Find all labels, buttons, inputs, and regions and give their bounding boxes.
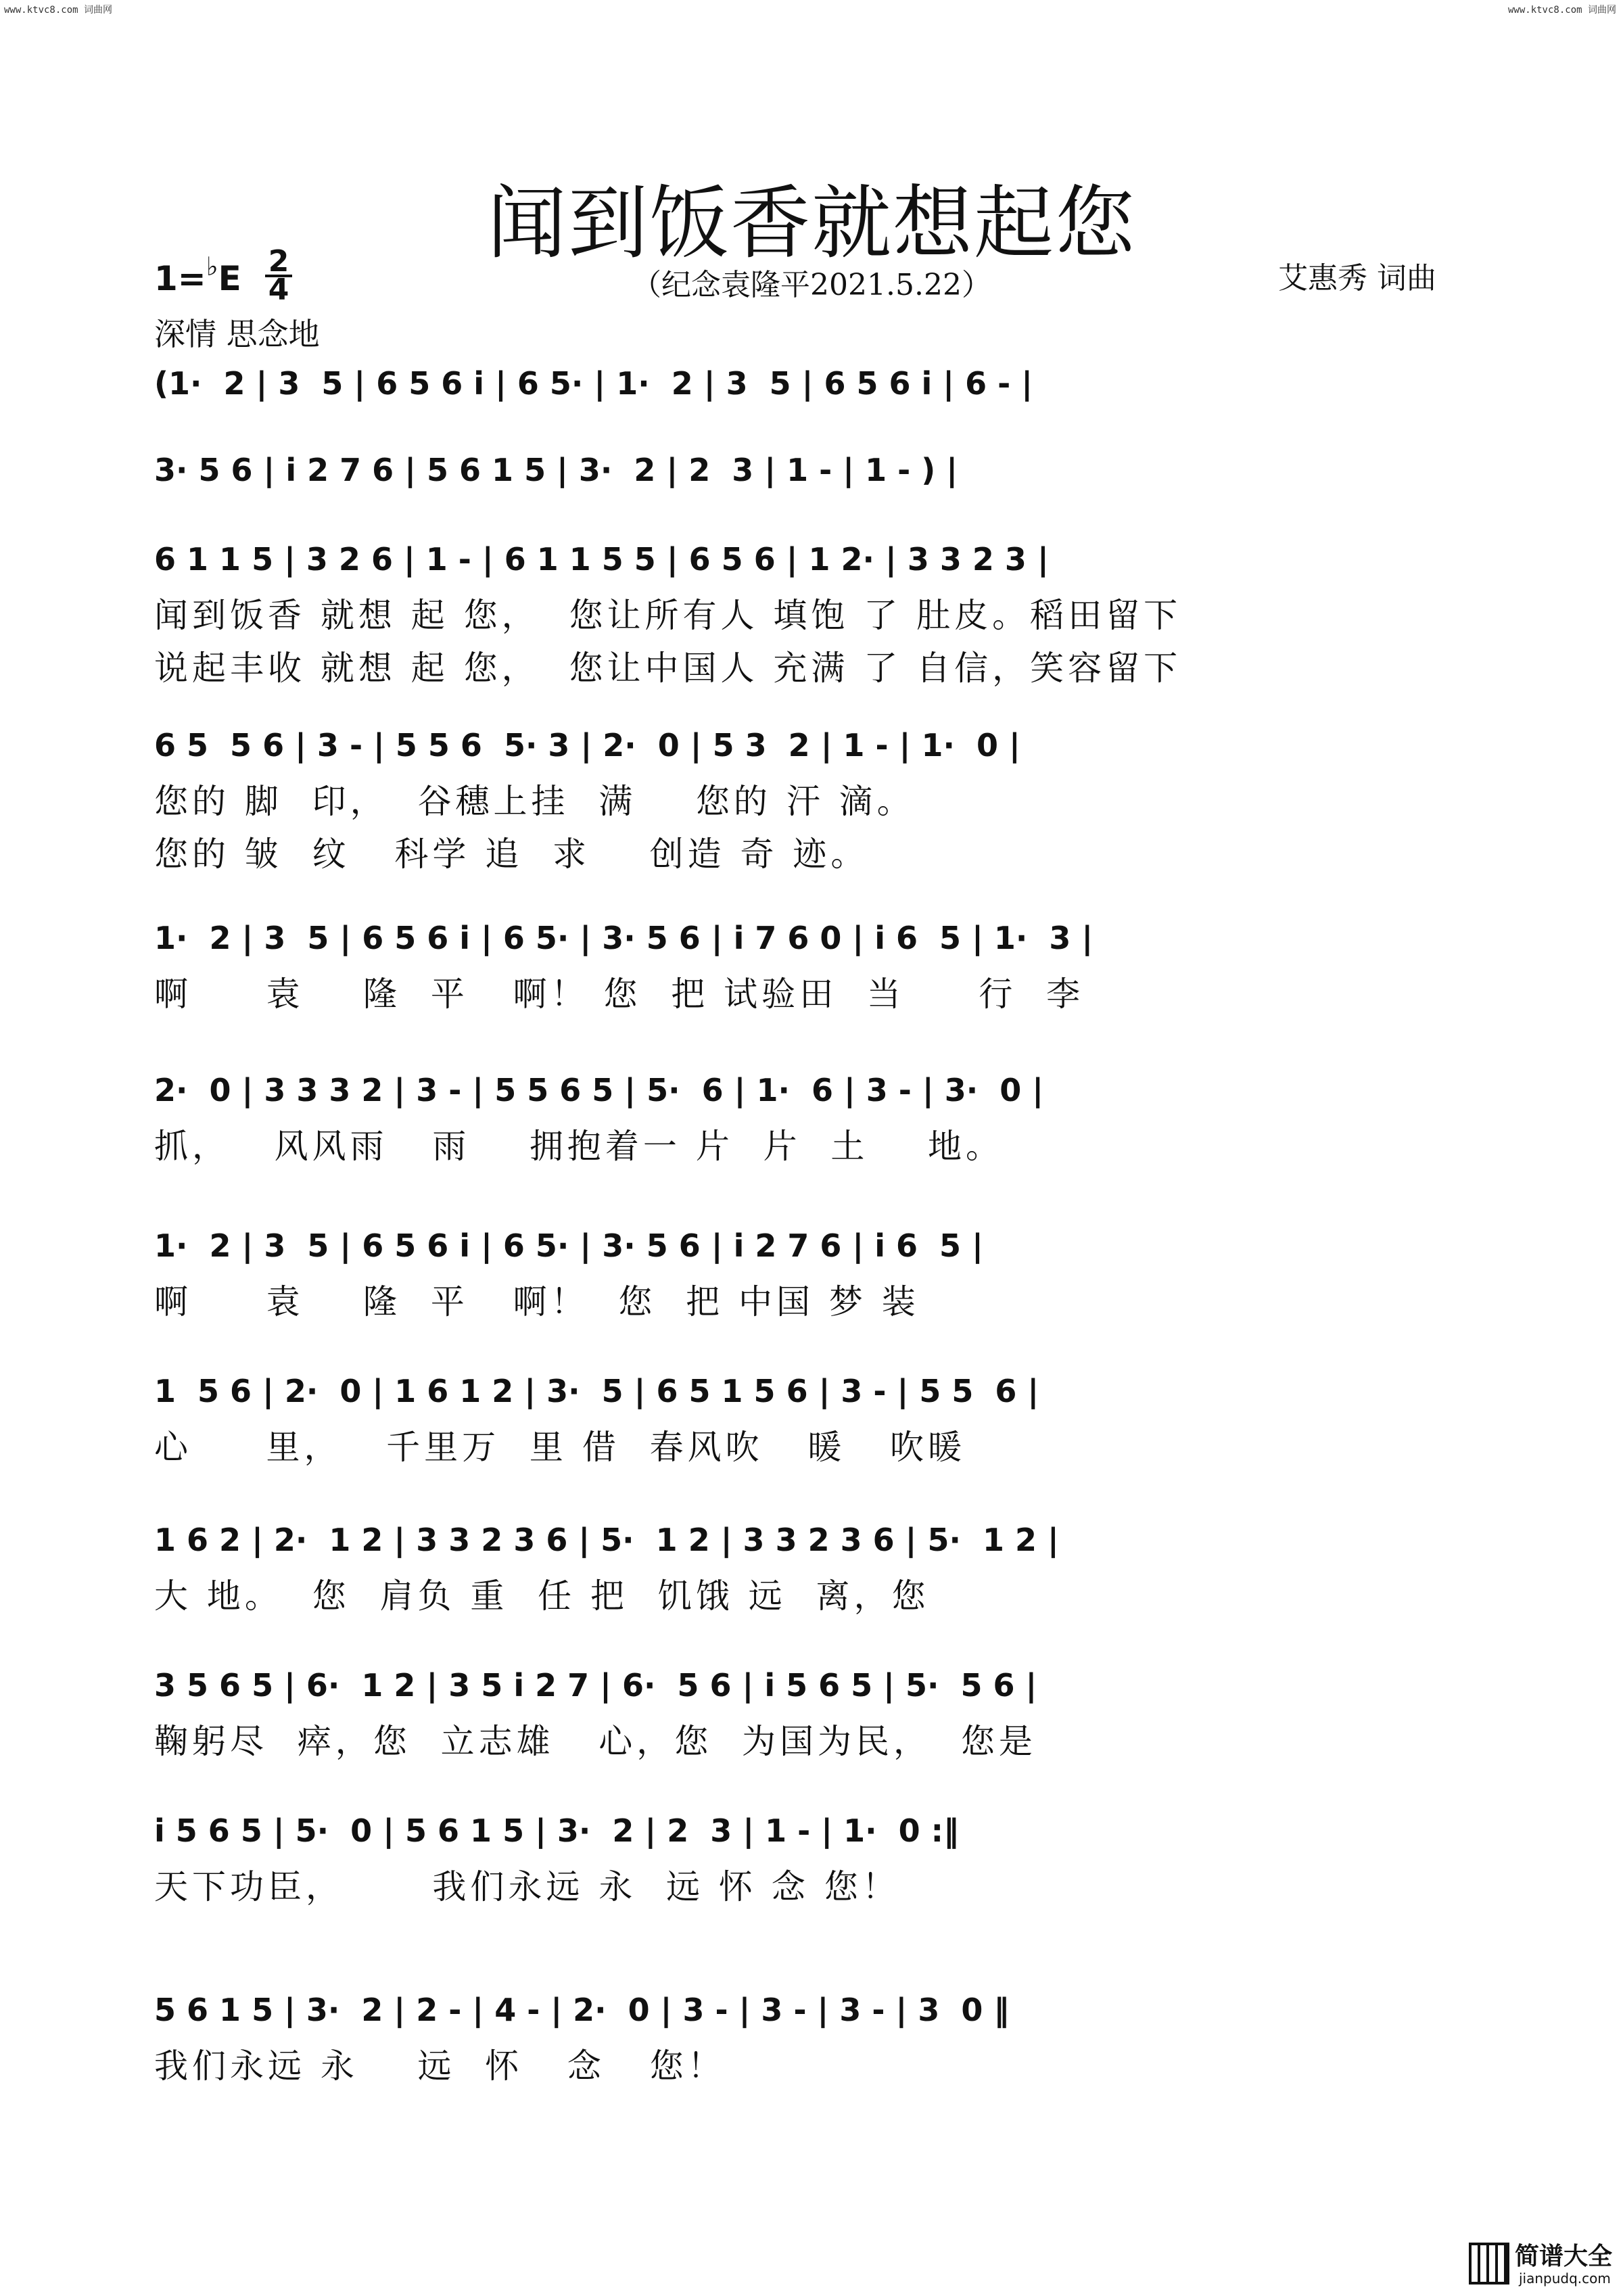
score-system (154, 727, 1469, 880)
notation-text: 1 5 6 | 2· 0 | 1 6 1 2 | 3· 5 | 6 5 1 5 6 | 3 - | 5 5 6 | (154, 1373, 1039, 1409)
header-right: www.ktvc8.com 词曲网 (1507, 5, 1616, 16)
music-line (154, 1072, 1469, 1119)
subtitle: （纪念袁隆平2021.5.22） (632, 268, 991, 302)
key-prefix: 1= (154, 259, 206, 298)
logo-url: jianpudq.com (1519, 2270, 1611, 2287)
music-line (154, 1522, 1469, 1569)
lyric-line: 啊 袁 隆 平 啊！ 您 把 试验田 当 行 李 (154, 975, 1085, 1014)
notation-text: 6 5 5 6 | 3 - | 5 5 6 5· 3 | 2· 0 | 5 3 2 | 1 - | 1· 0 | (154, 727, 1020, 764)
score-system (154, 1072, 1469, 1172)
notation-text: 2· 0 | 3 3 3 2 | 3 - | 5 5 6 5 | 5· 6 | 1· 6 | 3 - | 3· 0 | (154, 1072, 1044, 1108)
piano-icon (1469, 2243, 1509, 2285)
music-line (154, 1812, 1469, 1860)
music-line (154, 1227, 1469, 1275)
notation-text: 5 6 1 5 | 3· 2 | 2 - | 4 - | 2· 0 | 3 - | 3 - | 3 - | 3 0 ‖ (154, 1992, 1010, 2028)
notation-text: 3· 5 6 | i 2 7 6 | 5 6 1 5 | 3· 2 | 2 3 | 1 - | 1 - ) | (154, 452, 958, 488)
logo (1469, 2239, 1614, 2289)
music-line (154, 727, 1469, 774)
notation-text: 1· 2 | 3 5 | 6 5 6 i | 6 5· | 3· 5 6 | i 2 7 6 | i 6 5 | (154, 1227, 983, 1264)
score-system (154, 1812, 1469, 1913)
notation-text: i 5 6 5 | 5· 0 | 5 6 1 5 | 3· 2 | 2 3 | 1 - | 1· 0 :‖ (154, 1812, 960, 1849)
page-title: 闻到饭香就想起您 (486, 177, 1136, 270)
music-line (154, 1992, 1469, 2039)
notation-text: 1· 2 | 3 5 | 6 5 6 i | 6 5· | 3· 5 6 | i 7 6 0 | i 6 5 | 1· 3 | (154, 920, 1093, 956)
lyric-line: 您的 脚 印， 谷穗上挂 满 您的 汗 滴。 (154, 782, 915, 821)
lyric-line: 啊 袁 隆 平 啊！ 您 把 中国 梦 装 (154, 1282, 920, 1321)
lyric-line: 心 里， 千里万 里 借 春风吹 暖 吹暖 (154, 1428, 966, 1467)
score-system (154, 1667, 1469, 1767)
flat-symbol: ♭ (206, 252, 218, 281)
lyric-line: 鞠躬尽 瘁，您 立志雄 心，您 为国为民， 您是 (154, 1722, 1037, 1761)
score-system (154, 541, 1469, 694)
meter-top: 2 (268, 244, 289, 279)
score-system (154, 452, 1469, 499)
score-system (154, 1227, 1469, 1328)
notation-text: (1· 2 | 3 5 | 6 5 6 i | 6 5· | 1· 2 | 3 5 | 6 5 6 i | 6 - | (154, 365, 1033, 402)
meter-bottom: 4 (265, 275, 292, 303)
score-system (154, 1992, 1469, 2092)
lyric-line: 天下功臣， 我们永远 永 远 怀 念 您！ (154, 1867, 900, 1906)
lyric-line: 大 地。 您 肩负 重 任 把 饥饿 远 离，您 (154, 1576, 930, 1616)
score-system (154, 920, 1469, 1020)
score-system (154, 365, 1469, 413)
music-line (154, 1667, 1469, 1714)
key-note: E (218, 259, 241, 298)
music-line (154, 541, 1469, 588)
notation-text: 1 6 2 | 2· 1 2 | 3 3 2 3 6 | 5· 1 2 | 3 3 2 3 6 | 5· 1 2 | (154, 1522, 1059, 1558)
lyric-line: 闻到饭香 就想 起 您， 您让所有人 填饱 了 肚皮。稻田留下 (154, 596, 1182, 635)
tempo-marking: 深情 思念地 (154, 316, 320, 352)
logo-text: 简谱大全 (1515, 2243, 1613, 2270)
lyric-line: 说起丰收 就想 起 您， 您让中国人 充满 了 自信，笑容留下 (154, 649, 1182, 688)
lyric-line: 您的 皱 纹 科学 追 求 创造 奇 迹。 (154, 835, 869, 874)
lyric-line: 抓， 风风雨 雨 拥抱着一 片 片 土 地。 (154, 1127, 1004, 1166)
music-line (154, 365, 1469, 413)
notation-text: 6 1 1 5 | 3 2 6 | 1 - | 6 1 1 5 5 | 6 5 6 | 1 2· | 3 3 2 3 | (154, 541, 1049, 578)
music-line (154, 920, 1469, 967)
author-credit: 艾惠秀 词曲 (1278, 261, 1436, 296)
notation-text: 3 5 6 5 | 6· 1 2 | 3 5 i 2 7 | 6· 5 6 | i 5 6 5 | 5· 5 6 | (154, 1667, 1037, 1704)
score-system (154, 1373, 1469, 1473)
music-line (154, 452, 1469, 499)
header-left: www.ktvc8.com 词曲网 (4, 5, 113, 16)
score-system (154, 1522, 1469, 1622)
lyric-line: 我们永远 永 远 怀 念 您！ (154, 2046, 726, 2086)
music-line (154, 1373, 1469, 1420)
